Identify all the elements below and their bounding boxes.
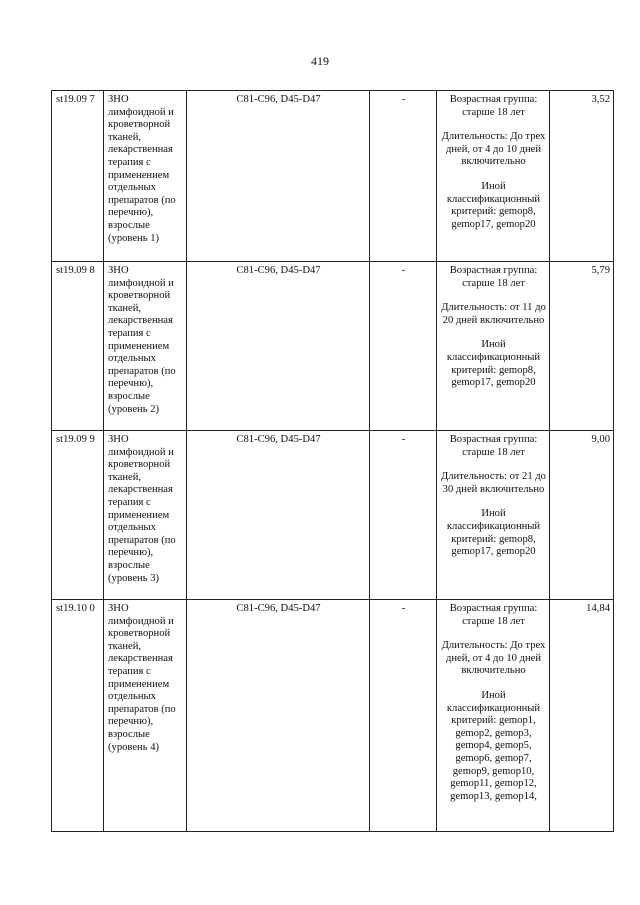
other-criterion: Иной классификационный критерий: gemop8, gemop17, gemop20 xyxy=(446,339,541,389)
duration-criterion: Длительность: До трех дней, от 4 до 10 дней включительно xyxy=(441,640,546,677)
ksg-name-cell: ЗНО лимфоидной и кроветворной тканей, лекарственная терапия с применением отдельных препаратов (по перечню), взрослые (уровень 1) xyxy=(104,91,187,262)
other-criterion: Иной классификационный критерий: gemop8, gemop17, gemop20 xyxy=(446,180,541,230)
age-criterion: Возрастная группа: старше 18 лет xyxy=(449,603,538,627)
criteria-cell xyxy=(437,262,550,431)
coefficient-cell: 3,52 xyxy=(550,91,614,262)
coefficient-cell: 5,79 xyxy=(550,262,614,431)
duration-criterion: Длительность: До трех дней, от 4 до 10 дней включительно xyxy=(441,131,546,168)
surgery-codes-cell: - xyxy=(370,91,437,262)
ksg-code-cell: st19.09 7 xyxy=(52,91,104,262)
diagnosis-codes-cell: C81-C96, D45-D47 xyxy=(187,431,370,600)
surgery-codes-cell: - xyxy=(370,600,437,832)
ksg-name-cell: ЗНО лимфоидной и кроветворной тканей, лекарственная терапия с применением отдельных препаратов (по перечню), взрослые (уровень 3) xyxy=(104,431,187,600)
criteria-cell xyxy=(437,431,550,600)
table-row xyxy=(52,91,614,262)
table-row xyxy=(52,431,614,600)
age-criterion: Возрастная группа: старше 18 лет xyxy=(449,434,538,458)
ksg-name-cell: ЗНО лимфоидной и кроветворной тканей, лекарственная терапия с применением отдельных препаратов (по перечню), взрослые (уровень 4) xyxy=(104,600,187,832)
ksg-code-cell: st19.09 9 xyxy=(52,431,104,600)
age-criterion: Возрастная группа: старше 18 лет xyxy=(449,94,538,118)
ksg-name-cell: ЗНО лимфоидной и кроветворной тканей, лекарственная терапия с применением отдельных препаратов (по перечню), взрослые (уровень 2) xyxy=(104,262,187,431)
surgery-codes-cell: - xyxy=(370,431,437,600)
other-criterion: Иной классификационный критерий: gemop1, gemop2, gemop3, gemop4, gemop5, gemop6, gemop7, gemop9, gemop10, gemop11, gemop12, gemop13, gemop14, xyxy=(446,689,541,802)
age-criterion: Возрастная группа: старше 18 лет xyxy=(449,265,538,289)
coefficient-cell: 14,84 xyxy=(550,600,614,832)
table-row xyxy=(52,262,614,431)
page-number: 419 xyxy=(311,54,329,68)
criteria-cell xyxy=(437,600,550,832)
ksg-code-cell: st19.09 8 xyxy=(52,262,104,431)
duration-criterion: Длительность: от 21 до 30 дней включительно xyxy=(441,471,546,495)
tariff-table xyxy=(51,90,614,832)
table-row xyxy=(52,600,614,832)
criteria-cell xyxy=(437,91,550,262)
coefficient-cell: 9,00 xyxy=(550,431,614,600)
diagnosis-codes-cell: C81-C96, D45-D47 xyxy=(187,91,370,262)
other-criterion: Иной классификационный критерий: gemop8, gemop17, gemop20 xyxy=(446,508,541,558)
duration-criterion: Длительность: от 11 до 20 дней включительно xyxy=(441,302,546,326)
surgery-codes-cell: - xyxy=(370,262,437,431)
diagnosis-codes-cell: C81-C96, D45-D47 xyxy=(187,262,370,431)
diagnosis-codes-cell: C81-C96, D45-D47 xyxy=(187,600,370,832)
ksg-code-cell: st19.10 0 xyxy=(52,600,104,832)
